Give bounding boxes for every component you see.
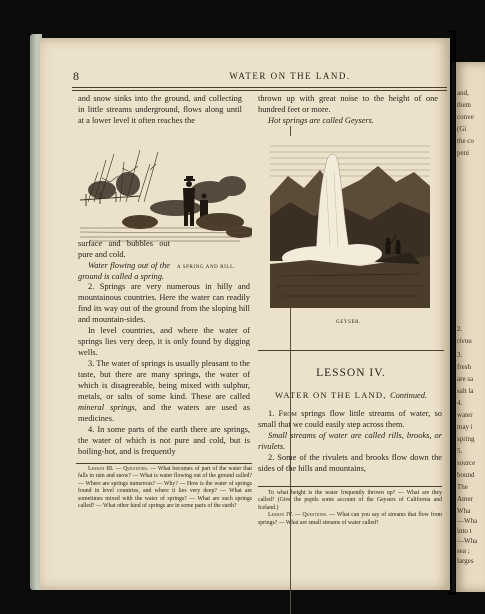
right-opening-text: thrown up with great noise to the height of one hundred feet or more. Hot springs are called Geysers. (258, 94, 438, 125)
facing-page-fragment: Amer (457, 495, 473, 503)
facing-page-fragment: fresh (457, 363, 471, 371)
facing-page-fragment: water (457, 411, 473, 419)
book-page (40, 38, 450, 590)
facing-page-fragment: into t (457, 527, 472, 535)
facing-page-fragment: Wha (457, 507, 471, 515)
left-wrap-text: surface and bubbles out pure and cold. Water flowing out of the ground is called a spring. (78, 239, 170, 281)
facing-page-fragment: them (457, 101, 471, 109)
lesson-iii-questions: Lesson III. — Questions. — What becomes of part of the water that falls in rain and snow? — What is water flowing out of the ground called? — Where are springs numerous? — Why? — How is the water of springs found in level countries, and where it lies very deep? — What are sometimes mixed with the water of springs? — What are such springs called? — What other kind of springs are in some parts of the earth? (78, 466, 252, 510)
geyser-illustration (270, 136, 430, 308)
lesson-iv-questions: To what height is the water frequently thrown up? — What are they called? (Give the pupils some account of the Geysers of California and Iceland.) Lesson IV. — Questions. — What can you say of streams that flow from springs? — What are small streams of water called? (258, 490, 442, 526)
facing-page-fragment: sea ; (457, 547, 470, 555)
questions-rule (76, 463, 252, 464)
facing-page-fragment: 4. (457, 399, 463, 407)
section-title: WATER ON THE LAND, Continued. (274, 390, 428, 400)
facing-page-fragment: The (457, 483, 468, 491)
illustration-caption: A SPRING AND RILL. (177, 265, 236, 270)
paragraph: 3. The water of springs is usually pleasant to the taste, but there are many springs, the water of which is disagreeable, being mixed with sulphur, metals, or salts of some kind. These are called mineral springs, and the waters are used as medicines. (78, 359, 250, 423)
geyser-definition: Hot springs are called Geysers. (268, 116, 374, 125)
facing-page-fragment: 5. (457, 447, 463, 455)
paragraph: 2. Springs are very numerous in hilly and mountainous countries. Here the water can readily find its way out of the ground from the sloping hill and mountain-sides. (78, 282, 250, 324)
paragraph: In level countries, and where the water of springs lies very deep, it is only found by digging wells. (78, 326, 250, 357)
facing-page-fragment: bound (457, 471, 475, 479)
paragraph: 2. Some of the rivulets and brooks flow down the sides of the hills and mountains, (258, 453, 442, 473)
facing-page-fragment: peni (457, 149, 470, 157)
page-number: 8 (73, 69, 79, 83)
paragraph: 4. In some parts of the earth there are springs, the water of which is not pure and cold, but is boiling-hot, and is frequently (78, 425, 250, 456)
mineral-springs-term: mineral springs (78, 403, 135, 412)
facing-page-fragment: salt la (457, 387, 474, 395)
facing-page-fragment: the co (457, 137, 474, 145)
facing-page-fragment: —Wha (457, 537, 478, 545)
spring-and-rill-illustration (80, 142, 252, 244)
spring-definition: Water flowing out of the ground is called a spring. (78, 261, 170, 281)
right-main-text (258, 408, 442, 474)
running-title: WATER ON THE LAND. (229, 71, 351, 81)
facing-page-edge (452, 62, 485, 592)
questions-rule (258, 486, 442, 487)
facing-page-fragment: spring (457, 435, 475, 443)
geyser-caption: GEYSER. (336, 320, 361, 325)
facing-page-fragment: rivuu (457, 337, 472, 345)
left-opening-text: and snow sinks into the ground, and collecting in little streams underground, flows along until at a lower level it often reaches the (78, 94, 242, 125)
rills-definition: Small streams of water are called rills, brooks, or rivulets. (258, 431, 442, 451)
facing-page-fragment: 3. (457, 351, 463, 359)
left-main-text (78, 281, 250, 457)
facing-page-fragment: 2. (457, 325, 463, 333)
facing-page-fragment: may i (457, 423, 473, 431)
lesson-iv-title: LESSON IV. (316, 367, 386, 379)
facing-page-fragment: larges (457, 557, 474, 565)
facing-page-fragment: source (457, 459, 476, 467)
facing-page-fragment: and, (457, 89, 469, 97)
facing-page-fragment: (Gi (457, 125, 467, 133)
header-rule (72, 87, 447, 88)
facing-page-fragment: —Wha (457, 517, 478, 525)
facing-page-fragment: conve (457, 113, 474, 121)
facing-page-fragment: are sa (457, 375, 474, 383)
header-rule-double (72, 90, 447, 91)
lesson-rule (258, 350, 444, 351)
paragraph: 1. From springs flow little streams of water, so small that we could easily step across them. (258, 409, 442, 429)
